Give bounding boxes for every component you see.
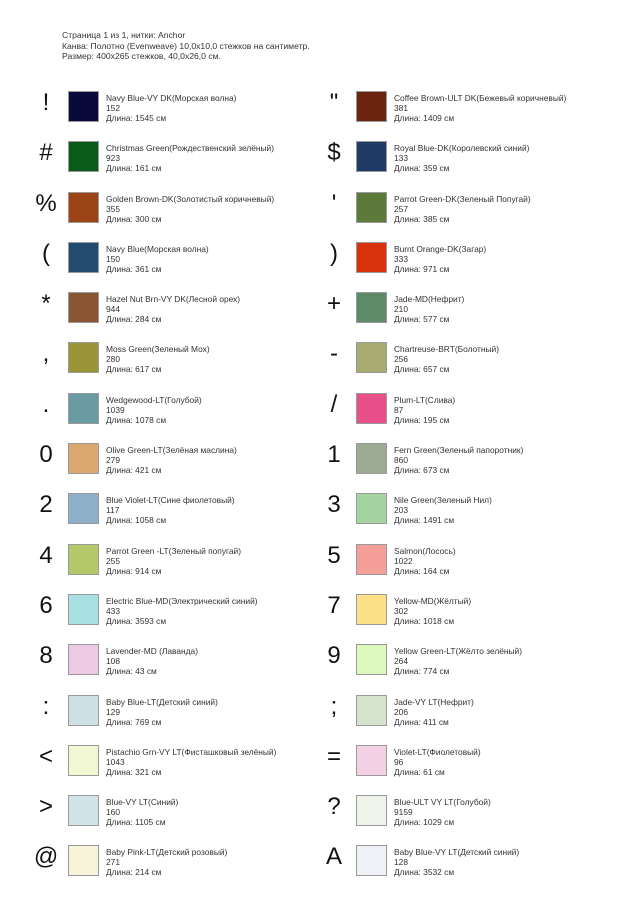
stitch-symbol: " (329, 89, 339, 116)
thread-length: Длина: 195 см (394, 414, 450, 425)
thread-info (106, 546, 241, 576)
thread-length: Длина: 43 см (106, 666, 157, 677)
legend-row (0, 484, 636, 534)
thread-entry (0, 283, 318, 333)
thread-entry (0, 635, 318, 685)
thread-info (106, 847, 227, 877)
stitch-symbol: 9 (327, 642, 341, 670)
thread-code: 279 (106, 455, 120, 466)
thread-entry (288, 132, 606, 182)
color-swatch (356, 644, 387, 675)
legend-row (0, 635, 636, 685)
color-swatch (68, 845, 99, 876)
thread-entry (288, 333, 606, 383)
legend-row (0, 535, 636, 585)
thread-info (106, 395, 202, 425)
thread-length: Длина: 769 см (106, 716, 162, 727)
thread-info (106, 143, 274, 173)
stitch-symbol: 2 (39, 491, 53, 519)
legend-row (0, 384, 636, 434)
thread-info (394, 495, 492, 525)
color-swatch (68, 594, 99, 625)
color-swatch (68, 443, 99, 474)
color-swatch (356, 192, 387, 223)
thread-code: 264 (394, 656, 408, 667)
stitch-symbol: 4 (39, 541, 53, 569)
thread-code: 87 (394, 404, 404, 415)
thread-code: 206 (394, 706, 408, 717)
thread-entry (288, 736, 606, 786)
thread-name: Salmon(Лосось) (394, 545, 456, 556)
stitch-symbol: ; (330, 692, 338, 720)
color-swatch (356, 493, 387, 524)
thread-code: 160 (106, 807, 120, 818)
thread-entry (288, 384, 606, 434)
thread-code: 203 (394, 505, 408, 516)
stitch-symbol: * (41, 290, 51, 318)
thread-entry (288, 585, 606, 635)
thread-code: 355 (106, 203, 120, 214)
thread-name: Pistachio Grn-VY LT(Фисташковый зелёный) (106, 746, 277, 757)
thread-info (394, 93, 566, 123)
thread-name: Violet-LT(Фиолетовый) (394, 746, 481, 757)
thread-name: Baby Blue-LT(Детский синий) (106, 696, 218, 707)
legend-row (0, 183, 636, 233)
thread-info (106, 596, 258, 626)
thread-info (394, 244, 486, 274)
thread-name: Baby Pink-LT(Детский розовый) (106, 847, 228, 858)
stitch-symbol: : (42, 692, 50, 720)
thread-code: 128 (394, 857, 408, 868)
thread-name: Blue-VY LT(Синий) (106, 797, 179, 808)
thread-code: 944 (106, 304, 120, 315)
stitch-symbol: 5 (327, 541, 341, 569)
legend-row (0, 585, 636, 635)
thread-entry (288, 836, 606, 886)
thread-code: 280 (106, 354, 120, 365)
thread-name: Navy Blue-VY DK(Морская волна) (106, 93, 237, 103)
thread-length: Длина: 61 см (394, 766, 445, 777)
legend-row (0, 233, 636, 283)
thread-entry (288, 535, 606, 585)
color-swatch (356, 745, 387, 776)
thread-name: Royal Blue-DK(Королевский синий) (394, 143, 530, 154)
stitch-symbol: = (326, 742, 341, 770)
stitch-symbol: - (330, 340, 338, 368)
thread-info (106, 244, 209, 274)
thread-entry (288, 686, 606, 736)
thread-entry (0, 535, 318, 585)
thread-code: 1043 (106, 756, 125, 767)
thread-length: Длина: 359 см (394, 163, 450, 174)
thread-length: Длина: 214 см (106, 867, 162, 878)
thread-name: Moss Green(Зеленый Мох) (106, 344, 210, 355)
thread-length: Длина: 1058 см (106, 515, 167, 526)
thread-entry (0, 183, 318, 233)
thread-info (394, 445, 523, 475)
thread-length: Длина: 1545 см (106, 113, 167, 123)
thread-length: Длина: 1491 см (394, 515, 455, 526)
thread-length: Длина: 1105 см (106, 817, 166, 828)
thread-info (106, 445, 237, 475)
thread-name: Chartreuse-BRT(Болотный) (394, 344, 499, 355)
legend-row (0, 333, 636, 383)
thread-code: 1022 (394, 555, 413, 566)
stitch-symbol: 8 (39, 642, 53, 670)
color-swatch (356, 544, 387, 575)
stitch-symbol: ) (330, 239, 338, 267)
thread-entry (0, 82, 318, 132)
thread-name: Yellow Green-LT(Жёлто зелёный) (394, 646, 523, 657)
thread-name: Christmas Green(Рождественский зелёный) (106, 143, 274, 154)
thread-info (106, 93, 236, 123)
stitch-symbol: / (330, 390, 338, 418)
thread-length: Длина: 3593 см (106, 615, 167, 626)
thread-info (106, 344, 210, 374)
thread-info (394, 546, 456, 576)
thread-entry (0, 836, 318, 886)
thread-code: 210 (394, 304, 408, 315)
stitch-symbol: + (326, 290, 341, 318)
stitch-symbol: . (42, 390, 50, 418)
thread-code: 256 (394, 354, 408, 365)
thread-code: 108 (106, 656, 120, 667)
thread-code: 96 (394, 756, 404, 767)
thread-length: Длина: 385 см (394, 213, 450, 224)
thread-length: Длина: 300 см (106, 213, 162, 224)
color-swatch (68, 544, 99, 575)
thread-name: Yellow-MD(Жёлтый) (394, 595, 472, 606)
stitch-symbol: ? (327, 793, 341, 821)
legend-row (0, 736, 636, 786)
color-swatch (68, 342, 99, 373)
thread-name: Baby Blue-VY LT(Детский синий) (394, 847, 520, 858)
header-page-info: Страница 1 из 1, нитки: Anchor (62, 30, 186, 40)
stitch-symbol: ! (42, 89, 50, 116)
color-swatch (356, 443, 387, 474)
thread-entry (0, 333, 318, 383)
thread-length: Длина: 284 см (106, 314, 162, 325)
thread-info (106, 747, 276, 777)
thread-length: Длина: 577 см (394, 314, 450, 325)
color-swatch (68, 695, 99, 726)
thread-name: Blue Violet-LT(Сине фиолетовый) (106, 495, 235, 506)
legend-row (0, 836, 636, 886)
thread-code: 257 (394, 203, 408, 214)
legend-row (0, 132, 636, 182)
thread-name: Parrot Green-DK(Зеленый Попугай) (394, 193, 531, 204)
thread-length: Длина: 3532 см (394, 867, 455, 878)
thread-entry (288, 786, 606, 836)
thread-code: 129 (106, 706, 120, 717)
thread-name: Golden Brown-DK(Золотистый коричневый) (106, 193, 275, 204)
thread-name: Navy Blue(Морская волна) (106, 243, 209, 254)
thread-name: Parrot Green -LT(Зеленый попугай) (106, 545, 242, 556)
thread-info (394, 697, 474, 727)
thread-name: Jade-VY LT(Нефрит) (394, 696, 474, 707)
thread-info (106, 646, 198, 676)
thread-entry (0, 132, 318, 182)
stitch-symbol: 6 (39, 591, 53, 619)
thread-info (106, 294, 240, 324)
thread-length: Длина: 774 см (394, 666, 450, 677)
thread-entry (0, 384, 318, 434)
thread-entry (0, 686, 318, 736)
thread-code: 152 (106, 103, 120, 113)
thread-name: Coffee Brown-ULT DK(Бежевый коричневый) (394, 93, 567, 103)
color-swatch (356, 342, 387, 373)
color-swatch (356, 242, 387, 273)
stitch-symbol: < (38, 742, 53, 770)
thread-entry (288, 283, 606, 333)
color-swatch (68, 493, 99, 524)
color-swatch (356, 91, 387, 122)
thread-entry (0, 585, 318, 635)
color-swatch (68, 242, 99, 273)
color-swatch (68, 393, 99, 424)
thread-entry (288, 233, 606, 283)
thread-code: 9159 (394, 807, 413, 818)
thread-info (394, 294, 464, 324)
color-swatch (356, 845, 387, 876)
thread-length: Длина: 411 см (394, 716, 449, 727)
color-swatch (356, 141, 387, 172)
thread-code: 117 (106, 505, 120, 516)
thread-name: Jade-MD(Нефрит) (394, 294, 465, 305)
thread-code: 381 (394, 103, 408, 113)
thread-entry (0, 786, 318, 836)
thread-entry (288, 484, 606, 534)
stitch-symbol: 1 (327, 441, 341, 469)
legend-row (0, 82, 636, 132)
thread-length: Длина: 673 см (394, 465, 450, 476)
thread-info (106, 697, 218, 727)
thread-length: Длина: 914 см (106, 565, 162, 576)
thread-legend (0, 82, 636, 887)
thread-length: Длина: 657 см (394, 364, 450, 375)
thread-name: Hazel Nut Brn-VY DK(Лесной орех) (106, 294, 241, 305)
legend-row (0, 434, 636, 484)
thread-name: Blue-ULT VY LT(Голубой) (394, 797, 491, 808)
stitch-symbol: ' (331, 189, 337, 217)
thread-entry (288, 434, 606, 484)
thread-code: 860 (394, 455, 408, 466)
color-swatch (356, 393, 387, 424)
thread-entry (0, 434, 318, 484)
legend-row (0, 283, 636, 333)
stitch-symbol: % (35, 189, 57, 217)
thread-entry (0, 736, 318, 786)
thread-entry (288, 183, 606, 233)
stitch-symbol: 0 (39, 441, 53, 469)
thread-entry (288, 82, 606, 132)
thread-info (394, 143, 529, 173)
thread-length: Длина: 971 см (394, 263, 450, 274)
header-canvas-info: Канва: Полотно (Evenweave) 10,0x10,0 стежков на сантиметр. (62, 40, 310, 51)
thread-length: Длина: 617 см (106, 364, 162, 375)
thread-length: Длина: 161 см (106, 163, 162, 174)
thread-name: Olive Green-LT(Зелёная маслина) (106, 445, 237, 456)
stitch-symbol: 3 (327, 491, 341, 519)
thread-entry (288, 635, 606, 685)
thread-info (394, 596, 471, 626)
thread-info (106, 797, 178, 827)
stitch-symbol: , (42, 340, 50, 368)
color-swatch (68, 745, 99, 776)
thread-entry (0, 484, 318, 534)
thread-length: Длина: 361 см (106, 263, 162, 274)
thread-length: Длина: 164 см (394, 565, 450, 576)
stitch-symbol: # (39, 139, 53, 167)
thread-info (394, 395, 455, 425)
thread-code: 433 (106, 605, 120, 616)
thread-info (394, 847, 519, 877)
thread-code: 271 (106, 857, 120, 868)
legend-row (0, 786, 636, 836)
thread-info (394, 344, 499, 374)
thread-entry (0, 233, 318, 283)
thread-info (394, 646, 522, 676)
thread-length: Длина: 321 см (106, 766, 162, 777)
stitch-symbol: $ (327, 139, 341, 167)
header-size-info: Размер: 400x265 стежков, 40,0x26,0 см. (62, 51, 221, 61)
stitch-symbol: @ (33, 843, 59, 871)
thread-length: Длина: 1029 см (394, 817, 455, 828)
thread-length: Длина: 1078 см (106, 414, 167, 425)
color-swatch (68, 292, 99, 323)
thread-info (394, 194, 531, 224)
legend-row (0, 686, 636, 736)
color-swatch (356, 292, 387, 323)
color-swatch (356, 594, 387, 625)
thread-info (394, 797, 491, 827)
color-swatch (356, 795, 387, 826)
stitch-symbol: ( (42, 239, 50, 267)
thread-info (106, 194, 274, 224)
thread-length: Длина: 421 см (106, 465, 162, 476)
color-swatch (68, 141, 99, 172)
thread-code: 333 (394, 253, 408, 264)
thread-info (394, 747, 481, 777)
thread-name: Burnt Orange-DK(Загар) (394, 243, 487, 254)
thread-length: Длина: 1018 см (394, 615, 455, 626)
stitch-symbol: A (325, 843, 342, 871)
thread-length: Длина: 1409 см (394, 113, 455, 123)
color-swatch (356, 695, 387, 726)
thread-name: Nile Green(Зеленый Нил) (394, 495, 492, 506)
thread-name: Lavender-MD (Лаванда) (106, 646, 198, 657)
stitch-symbol: > (38, 793, 53, 821)
thread-code: 133 (394, 153, 408, 164)
page-header (62, 30, 310, 62)
thread-name: Wedgewood-LT(Голубой) (106, 394, 202, 405)
thread-code: 150 (106, 253, 120, 264)
thread-name: Plum-LT(Слива) (394, 394, 456, 405)
color-swatch (68, 644, 99, 675)
stitch-symbol: 7 (327, 591, 341, 619)
color-swatch (68, 91, 99, 122)
thread-name: Electric Blue-MD(Электрический синий) (106, 595, 258, 606)
thread-code: 302 (394, 605, 408, 616)
thread-info (106, 495, 235, 525)
thread-name: Fern Green(Зеленый папоротник) (394, 445, 524, 456)
thread-code: 1039 (106, 404, 125, 415)
color-swatch (68, 795, 99, 826)
color-swatch (68, 192, 99, 223)
thread-code: 923 (106, 153, 120, 164)
thread-code: 255 (106, 555, 120, 566)
